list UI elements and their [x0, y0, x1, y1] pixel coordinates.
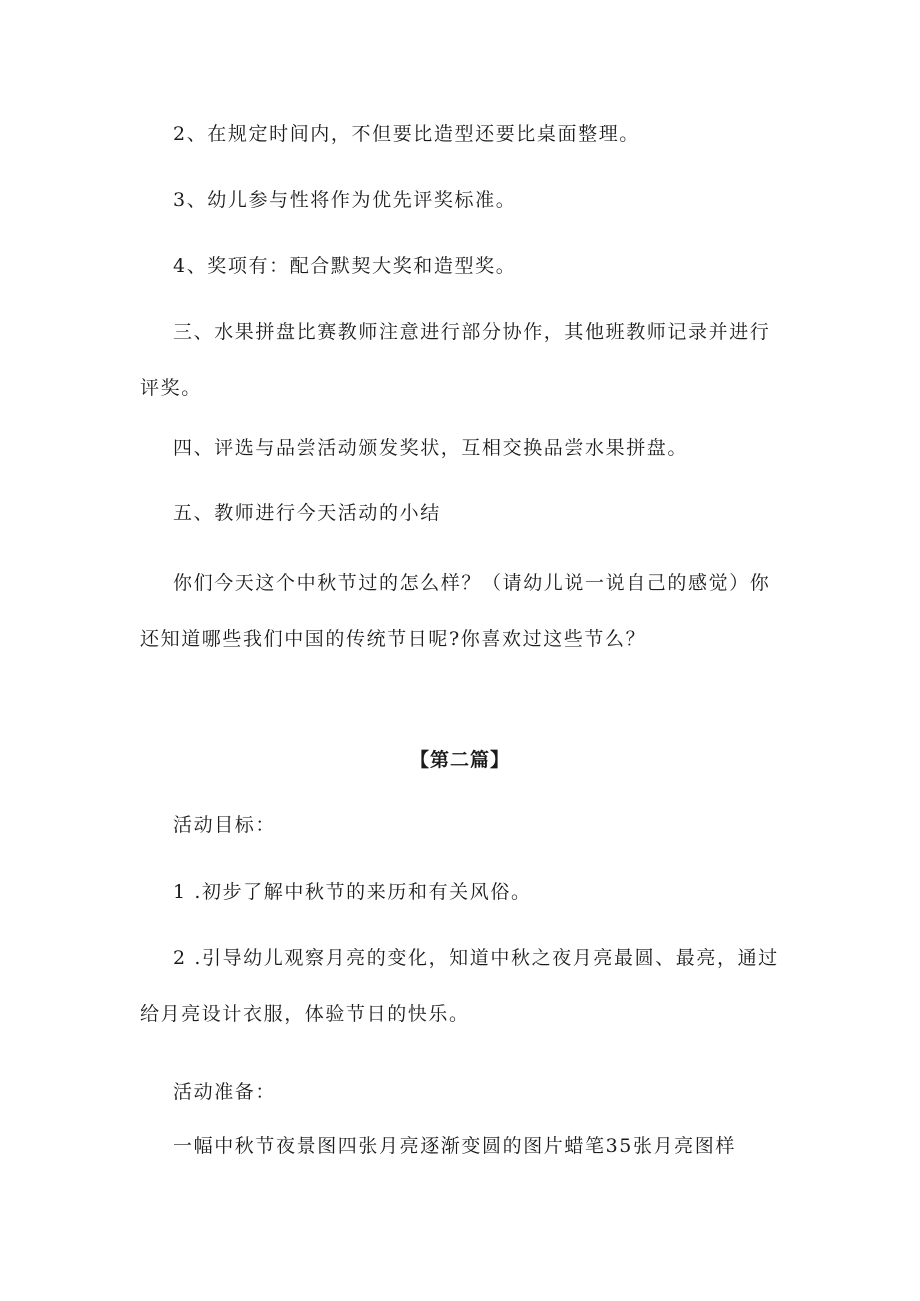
paragraph-rule-2: 2、在规定时间内，不但要比造型还要比桌面整理。 [173, 123, 640, 145]
paragraph-rule-4: 4、奖项有：配合默契大奖和造型奖。 [173, 255, 517, 277]
paragraph-materials: 一幅中秋节夜景图四张月亮逐渐变圆的图片蜡笔35张月亮图样 [173, 1135, 736, 1157]
paragraph-goal-2: 2 .引导幼儿观察月亮的变化，知道中秋之夜月亮最圆、最亮，通过给月亮设计衣服，体验节日的快乐。 [140, 947, 779, 1025]
section-heading: 【第二篇】 [409, 749, 510, 771]
paragraph-section-four: 四、评选与品尝活动颁发奖状，互相交换品尝水果拼盘。 [173, 437, 689, 459]
paragraph-goal-1: 1 .初步了解中秋节的来历和有关风俗。 [173, 881, 532, 903]
paragraph-section-five: 五、教师进行今天活动的小结 [173, 502, 441, 524]
paragraph-rule-3: 3、幼儿参与性将作为优先评奖标准。 [173, 189, 517, 211]
paragraph-activity-goals-title: 活动目标： [173, 814, 277, 836]
paragraph-closing-question: 你们今天这个中秋节过的怎么样？（请幼儿说一说自己的感觉）你还知道哪些我们中国的传统节日呢?你喜欢过这些节么？ [140, 572, 771, 650]
paragraph-section-three: 三、水果拼盘比赛教师注意进行部分协作，其他班教师记录并进行评奖。 [140, 321, 771, 399]
paragraph-activity-prep-title: 活动准备： [173, 1081, 277, 1103]
